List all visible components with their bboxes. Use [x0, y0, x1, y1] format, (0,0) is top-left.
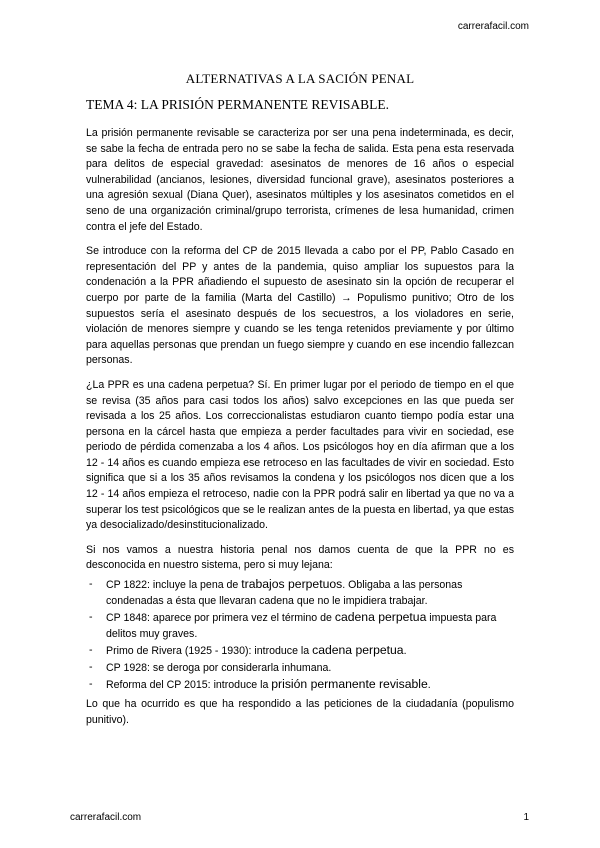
list-item: - Primo de Rivera (1925 - 1930): introduce la cadena perpetua.: [86, 642, 514, 659]
paragraph-reform: Se introduce con la reforma del CP de 2015 llevada a cabo por el PP, Pablo Casado en representación del PP y antes de la pandemia, quiso ampliar los supuestos para la condenación a la PPR añadiendo el supuesto de asesinato sin la opción de recuperar el cuerpo por parte de la familia (Marta del Castillo) → Populismo punitivo; Otro de los supuestos sería el asesinato después de los secuestros, a los violadores en serie, violación de menores siempre y cuando se les tenga retenidos previamente y por último para aquellas personas que prendan un fuego siempre y cuando en ese incendio fallezcan personas.: [86, 245, 514, 367]
list-item: - CP 1822: incluye la pena de trabajos perpetuos. Obligaba a las personas condenadas a ésta que llevaran cadena que no le impidiera trabajar.: [86, 576, 514, 609]
section-title: TEMA 4: LA PRISIÓN PERMANENTE REVISABLE.: [86, 97, 390, 112]
page-number: 1: [523, 812, 529, 823]
header-site-name: carrerafacil.com: [457, 21, 529, 32]
document-body: [86, 126, 514, 737]
history-list: [86, 576, 514, 693]
document-title: ALTERNATIVAS A LA SACIÓN PENAL: [185, 71, 415, 86]
paragraph-cadena-perpetua: ¿La PPR es una cadena perpetua? Sí. En primer lugar por el periodo de tiempo en el que se revisa (35 años para casi todos los años) salvo excepciones en las que pueda ser revisada a los 25 años. Los correccionalistas estudiaron cuanto tiempo podía estar una persona en la cárcel hasta que empieza a perder facultades para vivir en sociedad, ese periodo de pérdida comenzaba a los 4 años. Los psicólogos hoy en día afirman que a los 12 - 14 años es cuando empieza ese retroceso en las facultades de vivir en sociedad. Esto significa que si a los 35 años revisamos la condena y los psicólogos nos dicen que a los 12 - 14 años empieza el retroceso, nadie con la PPR podrá salir en libertad ya que no va a superar los test psicológicos que se le realizan antes de la puesta en libertad, ya que estas ya desocializado/desinstitucionalizado.: [86, 378, 514, 532]
paragraph-closing: Lo que ha ocurrido es que ha respondido a las peticiones de la ciudadanía (populismo punitivo).: [86, 698, 514, 726]
list-item: - CP 1928: se deroga por considerarla inhumana.: [86, 659, 514, 676]
paragraph-definition: La prisión permanente revisable se caracteriza por ser una pena indeterminada, es decir, se sabe la fecha de entrada pero no se sabe la fecha de salida. Esta pena esta reservada para delitos de especial gravedad: asesinatos de menores de 16 años o especial vulnerabilidad (ancianos, lesiones, diversidad funcional grave), asesinatos posteriores a una agresión sexual (Diana Quer), asesinatos múltiples y los asesinatos cometidos en el seno de una organización criminal/grupo terrorista, crímenes de lesa humanidad, crimen contra el jefe del Estado.: [86, 127, 514, 233]
paragraph-history-intro: Si nos vamos a nuestra historia penal nos damos cuenta de que la PPR no es desconocida en nuestro sistema, pero si muy lejana:: [86, 543, 514, 572]
footer-site-name: carrerafacil.com: [70, 812, 142, 823]
list-item: - Reforma del CP 2015: introduce la prisión permanente revisable.: [86, 676, 514, 693]
list-item: - CP 1848: aparece por primera vez el término de cadena perpetua impuesta para delitos muy graves.: [86, 609, 514, 642]
